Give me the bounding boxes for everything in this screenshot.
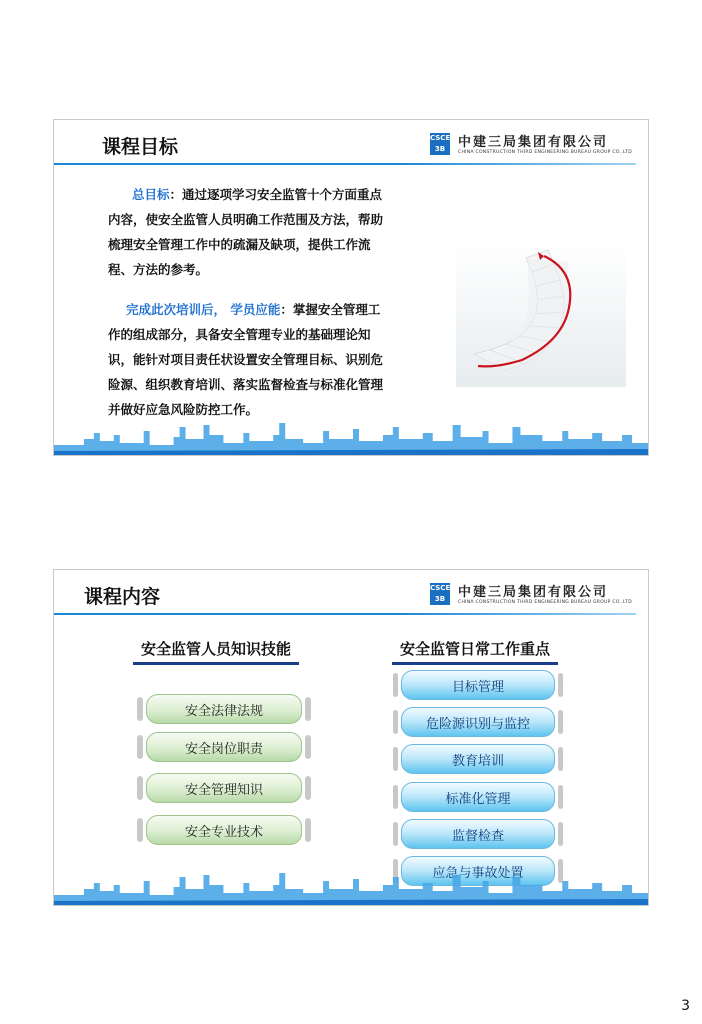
work-focus-item: 危险源识别与监控 <box>401 707 555 737</box>
overall-goal-paragraph <box>108 182 384 282</box>
company-name-en: CHINA CONSTRUCTION THIRD ENGINEERING BUREAU GROUP CO.,LTD <box>458 150 632 155</box>
title-underline <box>54 163 636 165</box>
daily-work-focus-heading: 安全监管日常工作重点 <box>392 638 558 665</box>
knowledge-item: 安全专业技术 <box>146 815 302 845</box>
knowledge-item: 安全管理知识 <box>146 773 302 803</box>
knowledge-item: 安全岗位职责 <box>146 732 302 762</box>
slide-title: 课程目标 <box>102 136 179 158</box>
city-skyline-decoration <box>54 855 648 905</box>
learner-outcome-paragraph <box>108 297 384 422</box>
learner-outcome-text: ：掌握安全管理工作的组成部分，具备安全管理专业的基础理论知识，能针对项目责任状设置安全管理目标、识别危险源、组织教育培训、落实监督检查与标准化管理并做好应急风险防控工作。 <box>108 302 384 417</box>
overall-goal-text: ：通过逐项学习安全监管十个方面重点内容，使安全监管人员明确工作范围及方法，帮助梳理安全管理工作中的疏漏及缺项，提供工作流程、方法的参考。 <box>108 187 384 277</box>
page-number: 3 <box>681 998 690 1014</box>
company-logo <box>430 581 632 611</box>
work-focus-item: 目标管理 <box>401 670 555 700</box>
company-logo <box>430 131 632 161</box>
company-name-cn: 中建三局集团有限公司 <box>458 135 609 150</box>
work-focus-item: 标准化管理 <box>401 782 555 812</box>
spiral-staircase-image <box>456 242 626 387</box>
overall-goal-label: 总目标 <box>132 187 170 202</box>
slide-course-objectives <box>53 119 649 456</box>
work-focus-item: 教育培训 <box>401 744 555 774</box>
company-name-en: CHINA CONSTRUCTION THIRD ENGINEERING BUREAU GROUP CO.,LTD <box>458 600 632 605</box>
company-logo-icon: CSCEC 3B <box>430 134 456 153</box>
title-underline <box>54 613 636 615</box>
work-focus-item: 监督检查 <box>401 819 555 849</box>
company-name-cn: 中建三局集团有限公司 <box>458 585 609 600</box>
slide-title: 课程内容 <box>84 586 161 608</box>
knowledge-item: 安全法律法规 <box>146 694 302 724</box>
slide-course-content <box>53 569 649 906</box>
company-logo-icon: CSCEC 3B <box>430 584 456 603</box>
learner-outcome-label: 完成此次培训后， 学员应能 <box>126 302 281 317</box>
knowledge-skills-heading: 安全监管人员知识技能 <box>133 638 299 665</box>
city-skyline-decoration <box>54 405 648 455</box>
work-focus-item: 应急与事故处置 <box>401 856 555 886</box>
